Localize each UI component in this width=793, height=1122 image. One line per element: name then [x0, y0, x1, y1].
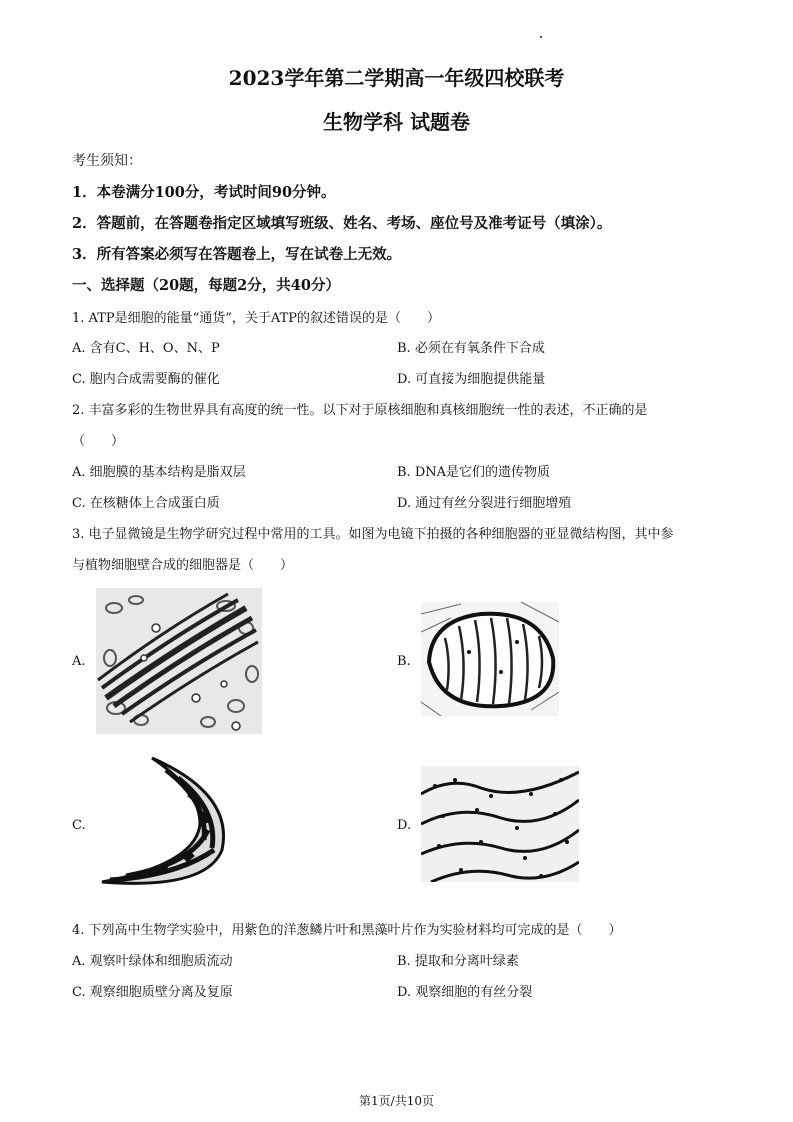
scan-speck — [540, 36, 542, 38]
q1-option-d: D. 可直接为细胞提供能量 — [397, 372, 546, 387]
q4-option-d: D. 观察细胞的有丝分裂 — [397, 985, 533, 1000]
question-1-stem: 1. ATP是细胞的能量“通货”，关于ATP的叙述错误的是（ ） — [72, 311, 441, 326]
question-2-stem-cont: （ ） — [72, 434, 125, 449]
micrograph-a-golgi — [96, 588, 262, 734]
q1-option-b: B. 必须在有氧条件下合成 — [397, 341, 545, 356]
q3-option-b: B. — [397, 654, 411, 669]
q2-option-c: C. 在核糖体上合成蛋白质 — [72, 496, 220, 511]
question-3-stem: 3. 电子显微镜是生物学研究过程中常用的工具。如图为电镜下拍摄的各种细胞器的亚显微结构图，其中参 — [72, 527, 674, 542]
micrograph-c-chloroplast — [96, 754, 234, 892]
q2-option-d: D. 通过有丝分裂进行细胞增殖 — [397, 496, 572, 511]
micrograph-b-mitochondrion — [421, 602, 559, 716]
question-4-stem: 4. 下列高中生物学实验中，用紫色的洋葱鳞片叶和黑藻叶片作为实验材料均可完成的是（ ） — [72, 923, 622, 938]
notice-item-1: 1．本卷满分100分，考试时间90分钟。 — [72, 184, 336, 201]
page-footer: 第1页/共10页 — [359, 1094, 434, 1108]
q1-option-c: C. 胞内合成需要酶的催化 — [72, 372, 220, 387]
q3-option-a: A. — [72, 654, 86, 669]
exam-subtitle: 生物学科 试题卷 — [323, 110, 470, 134]
question-2-stem: 2. 丰富多彩的生物世界具有高度的统一性。以下对于原核细胞和真核细胞统一性的表述，不正确的是 — [72, 403, 648, 418]
q3-option-c: C. — [72, 818, 86, 833]
q3-option-d: D. — [397, 818, 412, 833]
question-3-stem-cont: 与植物细胞壁合成的细胞器是（ ） — [72, 558, 294, 573]
q4-option-a: A. 观察叶绿体和细胞质流动 — [72, 954, 233, 969]
notice-item-3: 3．所有答案必须写在答题卷上，写在试卷上无效。 — [72, 246, 402, 263]
notice-heading: 考生须知： — [72, 153, 142, 169]
notice-item-2: 2．答题前，在答题卷指定区域填写班级、姓名、考场、座位号及准考证号（填涂）。 — [72, 215, 612, 232]
micrograph-d-rough-er — [421, 766, 579, 882]
q1-option-a: A. 含有C、H、O、N、P — [72, 341, 220, 356]
q2-option-b: B. DNA是它们的遗传物质 — [397, 465, 551, 480]
q4-option-b: B. 提取和分离叶绿素 — [397, 954, 519, 969]
q4-option-c: C. 观察细胞质壁分离及复原 — [72, 985, 233, 1000]
q2-option-a: A. 细胞膜的基本结构是脂双层 — [72, 465, 246, 480]
section-heading: 一、选择题（20题，每题2分，共40分） — [72, 277, 340, 294]
exam-title: 2023学年第二学期高一年级四校联考 — [228, 66, 565, 90]
